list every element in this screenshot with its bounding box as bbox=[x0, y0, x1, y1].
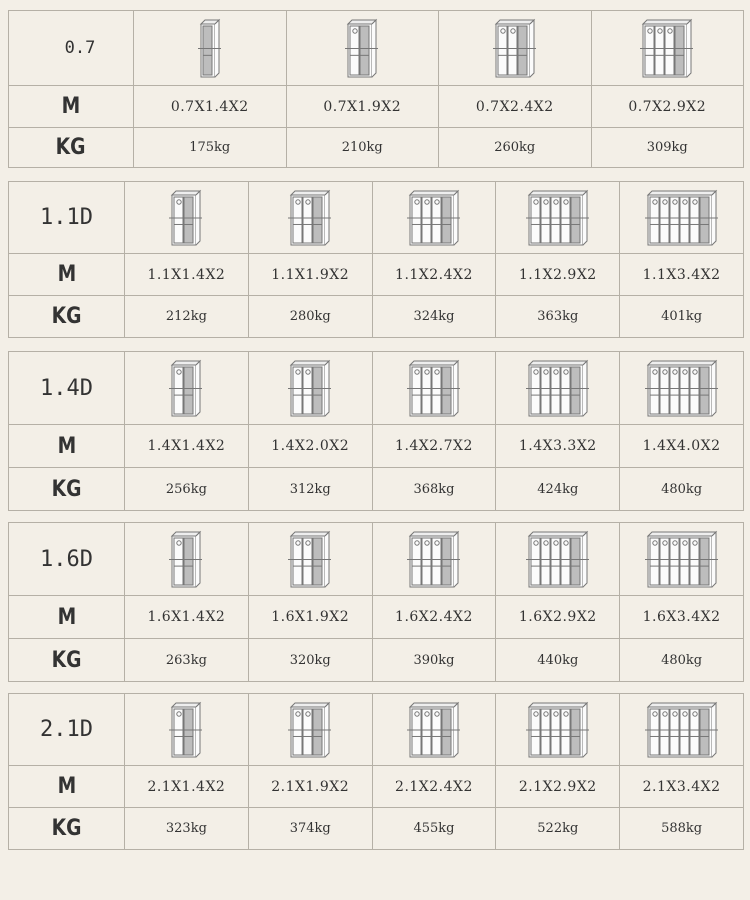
m-label: M bbox=[61, 94, 81, 119]
cabinet-image bbox=[372, 694, 496, 766]
cabinet-image bbox=[496, 523, 620, 596]
kg-label: KG bbox=[51, 647, 82, 673]
cabinet-image bbox=[286, 11, 439, 86]
m-label: M bbox=[57, 433, 76, 459]
model-size: 0.7X1.4X2 bbox=[134, 86, 287, 128]
weight-value: 175kg bbox=[134, 128, 287, 168]
cabinet-image bbox=[372, 523, 496, 596]
model-size: 2.1X1.4X2 bbox=[125, 766, 249, 808]
model-size: 1.6X3.4X2 bbox=[620, 596, 744, 639]
spec-table-3 bbox=[8, 351, 744, 511]
weight-value: 280kg bbox=[248, 296, 372, 338]
m-label: M bbox=[57, 774, 76, 799]
weight-value: 260kg bbox=[439, 128, 592, 168]
cabinet-image bbox=[620, 523, 744, 596]
section-label: 1.6D bbox=[9, 523, 125, 596]
m-label-cell bbox=[9, 425, 125, 468]
weight-value: 263kg bbox=[125, 639, 249, 682]
model-size: 2.1X2.9X2 bbox=[496, 766, 620, 808]
model-size: 1.1X1.9X2 bbox=[248, 254, 372, 296]
kg-label: KG bbox=[51, 816, 82, 841]
model-size: 1.4X2.7X2 bbox=[372, 425, 496, 468]
model-size: 1.1X1.4X2 bbox=[125, 254, 249, 296]
cabinet-image bbox=[496, 182, 620, 254]
model-size: 0.7X2.4X2 bbox=[439, 86, 592, 128]
weight-value: 368kg bbox=[372, 468, 496, 511]
model-size: 2.1X2.4X2 bbox=[372, 766, 496, 808]
model-size: 1.1X2.4X2 bbox=[372, 254, 496, 296]
model-size: 1.4X2.0X2 bbox=[248, 425, 372, 468]
m-label: M bbox=[57, 604, 76, 630]
weight-value: 320kg bbox=[248, 639, 372, 682]
cabinet-image bbox=[125, 694, 249, 766]
kg-label-cell bbox=[9, 128, 134, 168]
kg-label-cell bbox=[9, 296, 125, 338]
kg-label: KG bbox=[51, 304, 82, 329]
cabinet-image bbox=[496, 694, 620, 766]
cabinet-image bbox=[248, 352, 372, 425]
model-size: 1.4X1.4X2 bbox=[125, 425, 249, 468]
m-label-cell bbox=[9, 596, 125, 639]
kg-label: KG bbox=[51, 476, 82, 502]
section-label: 1.4D bbox=[9, 352, 125, 425]
cabinet-image bbox=[125, 182, 249, 254]
weight-value: 212kg bbox=[125, 296, 249, 338]
weight-value: 324kg bbox=[372, 296, 496, 338]
spec-table-5 bbox=[8, 693, 744, 850]
spec-table-2 bbox=[8, 181, 744, 338]
cabinet-image bbox=[248, 694, 372, 766]
weight-value: 309kg bbox=[591, 128, 744, 168]
weight-value: 588kg bbox=[620, 808, 744, 850]
cabinet-image bbox=[439, 11, 592, 86]
cabinet-image bbox=[372, 352, 496, 425]
weight-value: 256kg bbox=[125, 468, 249, 511]
m-label-cell bbox=[9, 86, 134, 128]
weight-value: 374kg bbox=[248, 808, 372, 850]
model-size: 1.6X1.4X2 bbox=[125, 596, 249, 639]
model-size: 0.7X2.9X2 bbox=[591, 86, 744, 128]
model-size: 2.1X3.4X2 bbox=[620, 766, 744, 808]
weight-value: 363kg bbox=[496, 296, 620, 338]
model-size: 1.6X1.9X2 bbox=[248, 596, 372, 639]
model-size: 1.6X2.9X2 bbox=[496, 596, 620, 639]
weight-value: 323kg bbox=[125, 808, 249, 850]
spec-table-4 bbox=[8, 522, 744, 682]
weight-value: 424kg bbox=[496, 468, 620, 511]
cabinet-image bbox=[248, 523, 372, 596]
cabinet-image bbox=[372, 182, 496, 254]
cabinet-image bbox=[125, 523, 249, 596]
kg-label-cell bbox=[9, 808, 125, 850]
cabinet-image bbox=[248, 182, 372, 254]
kg-label-cell bbox=[9, 468, 125, 511]
section-label: 2.1D bbox=[9, 694, 125, 766]
section-label: 1.1D bbox=[9, 182, 125, 254]
section-label: 0.7 bbox=[9, 11, 134, 86]
kg-label-cell bbox=[9, 639, 125, 682]
weight-value: 401kg bbox=[620, 296, 744, 338]
weight-value: 522kg bbox=[496, 808, 620, 850]
weight-value: 440kg bbox=[496, 639, 620, 682]
weight-value: 390kg bbox=[372, 639, 496, 682]
model-size: 0.7X1.9X2 bbox=[286, 86, 439, 128]
weight-value: 480kg bbox=[620, 468, 744, 511]
cabinet-image bbox=[620, 352, 744, 425]
m-label: M bbox=[57, 262, 76, 287]
cabinet-image bbox=[496, 352, 620, 425]
spec-table-1 bbox=[8, 10, 744, 168]
weight-value: 312kg bbox=[248, 468, 372, 511]
model-size: 1.4X3.3X2 bbox=[496, 425, 620, 468]
m-label-cell bbox=[9, 766, 125, 808]
model-size: 1.6X2.4X2 bbox=[372, 596, 496, 639]
model-size: 1.4X4.0X2 bbox=[620, 425, 744, 468]
cabinet-image bbox=[125, 352, 249, 425]
weight-value: 480kg bbox=[620, 639, 744, 682]
kg-label: KG bbox=[56, 135, 86, 160]
cabinet-image bbox=[591, 11, 744, 86]
weight-value: 455kg bbox=[372, 808, 496, 850]
model-size: 1.1X2.9X2 bbox=[496, 254, 620, 296]
cabinet-image bbox=[620, 694, 744, 766]
model-size: 1.1X3.4X2 bbox=[620, 254, 744, 296]
cabinet-image bbox=[134, 11, 287, 86]
m-label-cell bbox=[9, 254, 125, 296]
model-size: 2.1X1.9X2 bbox=[248, 766, 372, 808]
weight-value: 210kg bbox=[286, 128, 439, 168]
cabinet-image bbox=[620, 182, 744, 254]
